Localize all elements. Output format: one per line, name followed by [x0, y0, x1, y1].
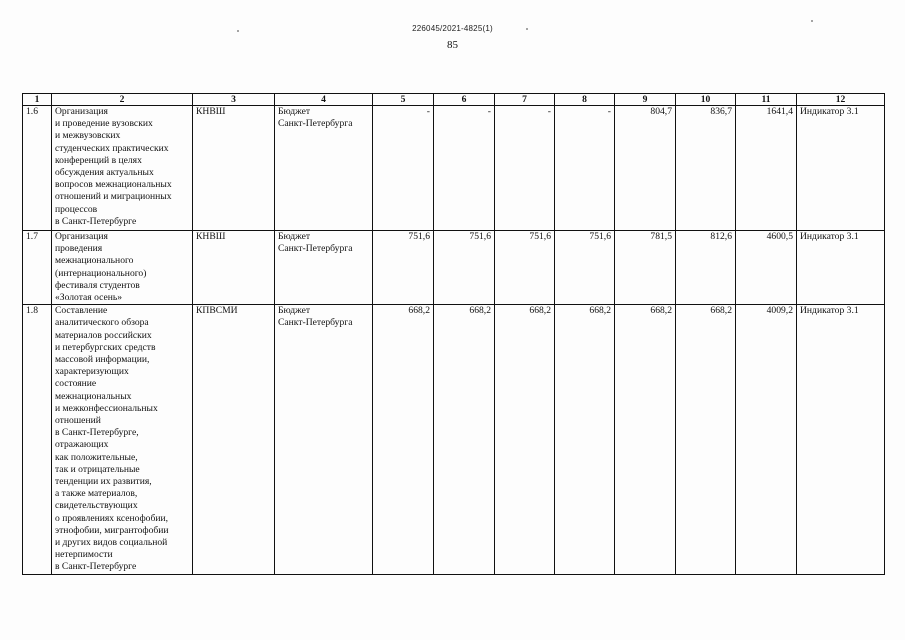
- amount-cell: 812,6: [676, 231, 736, 305]
- row-number: 1.8: [23, 305, 52, 574]
- column-header: 5: [373, 94, 434, 106]
- table-row: [23, 305, 885, 574]
- row-number: 1.6: [23, 106, 52, 231]
- column-header: 4: [275, 94, 373, 106]
- column-header: 2: [52, 94, 193, 106]
- column-header: 8: [555, 94, 615, 106]
- executor-code: КПВСМИ: [193, 305, 275, 574]
- amount-cell: 668,2: [615, 305, 676, 574]
- activity-description: Организация проведения межнационального (интернационального) фестиваля студентов «Золотая осень»: [52, 231, 193, 305]
- amount-cell: 751,6: [555, 231, 615, 305]
- program-activities-table: [22, 93, 885, 575]
- column-header: 3: [193, 94, 275, 106]
- amount-cell: 668,2: [495, 305, 555, 574]
- amount-total-cell: 4009,2: [736, 305, 797, 574]
- scan-speck: [526, 28, 528, 30]
- column-header: 12: [797, 94, 885, 106]
- executor-code: КНВШ: [193, 231, 275, 305]
- activity-description: Составление аналитического обзора материалов российских и петербургских средств массовой информации, характеризующих состояние межнациональных и межконфессиональных отношений в Санкт-Петербурге, отражающих как положительные, так и отрицательные тенденции их развития, а также материалов, свидетельствующих о проявлениях ксенофобии, этнофобии, мигрантофобии и других видов социальной нетерпимости в Санкт-Петербурге: [52, 305, 193, 574]
- amount-cell: -: [373, 106, 434, 231]
- indicator-cell: Индикатор 3.1: [797, 305, 885, 574]
- funding-source: Бюджет Санкт-Петербурга: [275, 305, 373, 574]
- page-number: 85: [447, 39, 458, 51]
- indicator-cell: Индикатор 3.1: [797, 231, 885, 305]
- amount-cell: 668,2: [373, 305, 434, 574]
- funding-source: Бюджет Санкт-Петербурга: [275, 106, 373, 231]
- amount-cell: 804,7: [615, 106, 676, 231]
- column-number-header-row: [23, 94, 885, 106]
- amount-cell: 751,6: [495, 231, 555, 305]
- scan-speck: [237, 30, 239, 32]
- table-row: [23, 106, 885, 231]
- table-row: [23, 231, 885, 305]
- document-registration-code: 226045/2021-4825(1): [412, 24, 493, 33]
- column-header: 6: [434, 94, 495, 106]
- amount-cell: 751,6: [373, 231, 434, 305]
- column-header: 9: [615, 94, 676, 106]
- row-number: 1.7: [23, 231, 52, 305]
- column-header: 11: [736, 94, 797, 106]
- amount-total-cell: 1641,4: [736, 106, 797, 231]
- activity-description: Организация и проведение вузовских и межвузовских студенческих практических конференций в целях обсуждения актуальных вопросов межнациональных отношений и миграционных процессов в Санкт-Петербурге: [52, 106, 193, 231]
- amount-cell: 751,6: [434, 231, 495, 305]
- amount-cell: 668,2: [555, 305, 615, 574]
- amount-cell: -: [555, 106, 615, 231]
- column-header: 7: [495, 94, 555, 106]
- executor-code: КНВШ: [193, 106, 275, 231]
- column-header: 10: [676, 94, 736, 106]
- amount-cell: -: [495, 106, 555, 231]
- column-header: 1: [23, 94, 52, 106]
- amount-cell: 836,7: [676, 106, 736, 231]
- amount-cell: -: [434, 106, 495, 231]
- scan-speck: [811, 20, 813, 22]
- amount-cell: 668,2: [676, 305, 736, 574]
- amount-cell: 668,2: [434, 305, 495, 574]
- indicator-cell: Индикатор 3.1: [797, 106, 885, 231]
- amount-cell: 781,5: [615, 231, 676, 305]
- funding-source: Бюджет Санкт-Петербурга: [275, 231, 373, 305]
- amount-total-cell: 4600,5: [736, 231, 797, 305]
